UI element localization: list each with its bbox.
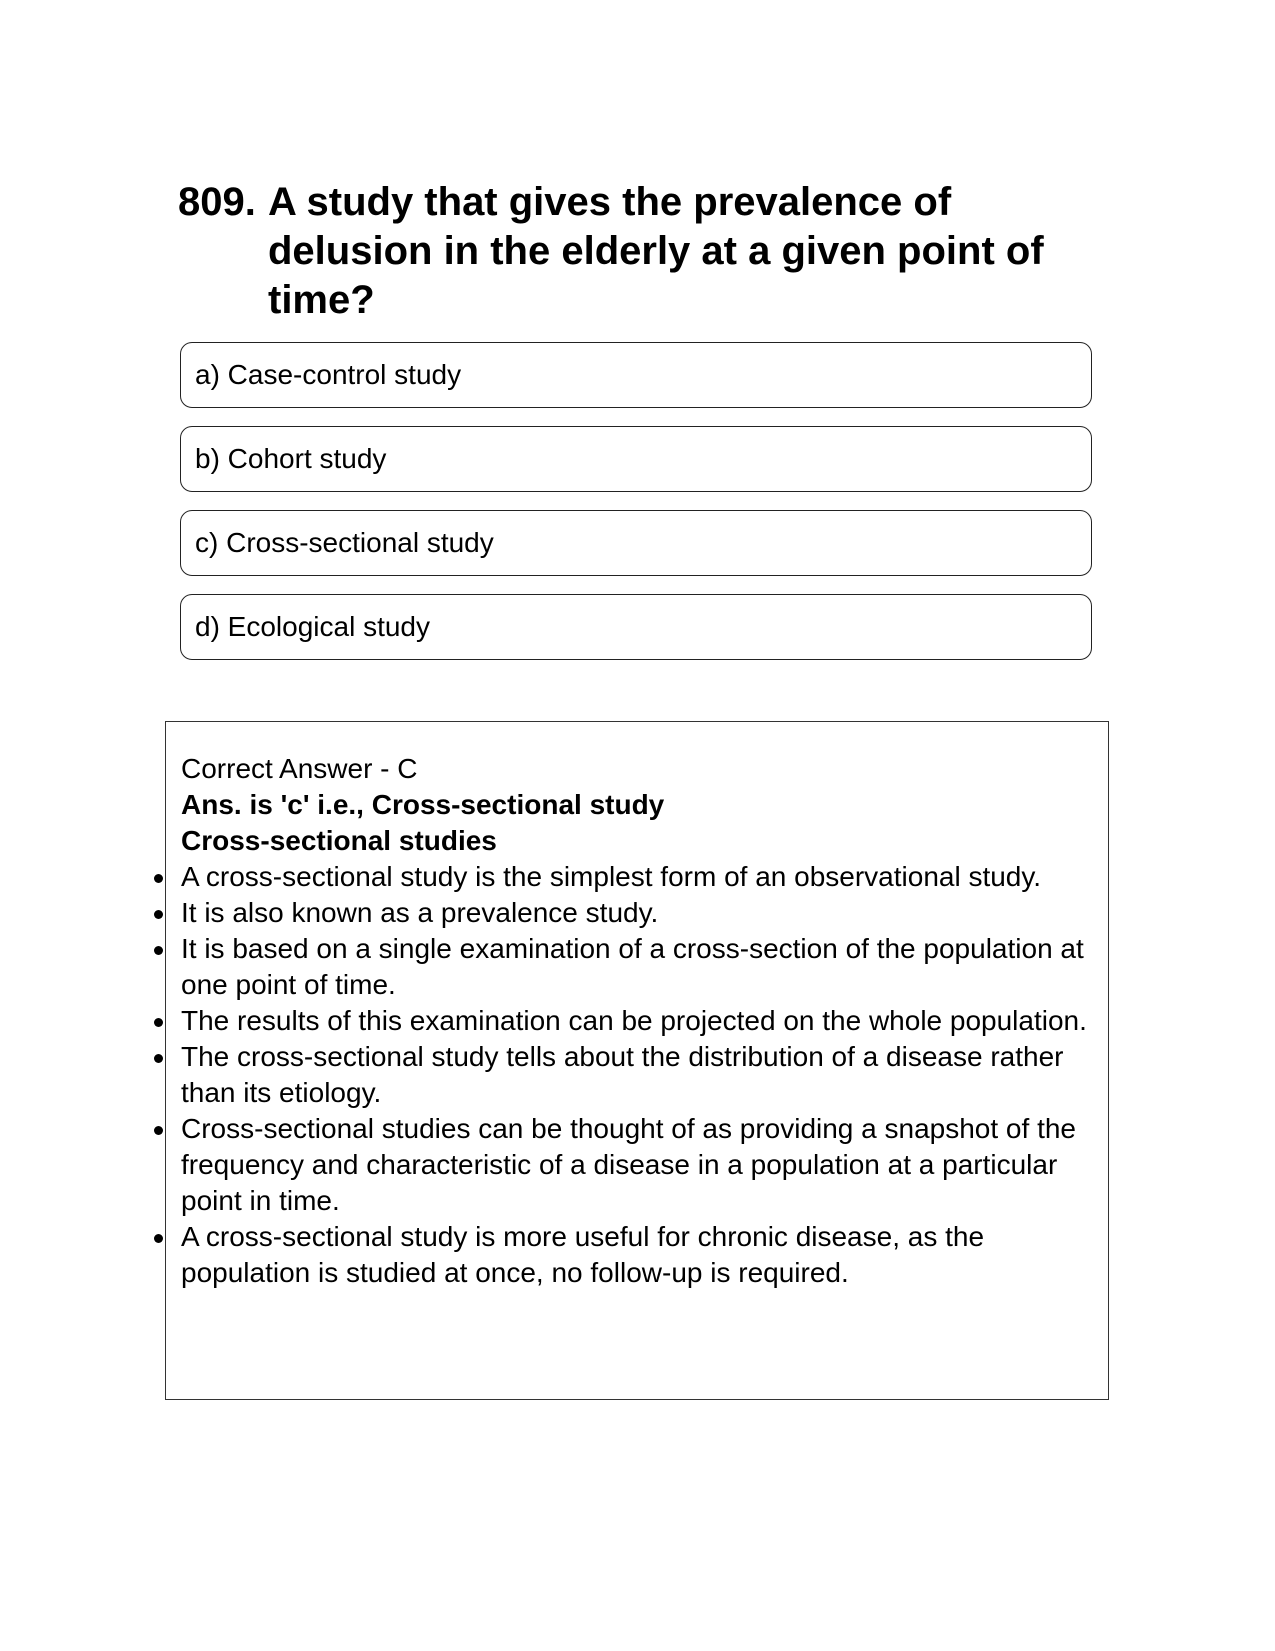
explanation-point: Cross-sectional studies can be thought of as providing a snapshot of the frequency and characteristic of a disease in a population at a particular point in time. — [181, 1111, 1101, 1219]
explanation-point: The cross-sectional study tells about the distribution of a disease rather than its etiology. — [181, 1039, 1101, 1111]
explanation-point: A cross-sectional study is more useful for chronic disease, as the population is studied at once, no follow-up is required. — [181, 1219, 1101, 1291]
explanation-heading: Cross-sectional studies — [181, 825, 497, 856]
explanation-point: It is also known as a prevalence study. — [181, 895, 1101, 931]
answer-statement: Ans. is 'c' i.e., Cross-sectional study — [181, 789, 665, 820]
option-c-label: c) Cross-sectional study — [195, 527, 494, 558]
option-b-label: b) Cohort study — [195, 443, 387, 474]
option-d-label: d) Ecological study — [195, 611, 431, 642]
option-d[interactable] — [180, 594, 1092, 660]
question-text: A study that gives the prevalence of delusion in the elderly at a given point of time? — [268, 180, 1044, 322]
question-number: 809. — [178, 180, 256, 224]
question-heading — [178, 178, 1098, 325]
option-a[interactable] — [180, 342, 1092, 408]
explanation-point: The results of this examination can be projected on the whole population. — [181, 1003, 1101, 1039]
option-a-label: a) Case-control study — [195, 359, 462, 390]
option-b[interactable] — [180, 426, 1092, 492]
explanation-points — [181, 859, 1101, 1291]
correct-answer: Correct Answer - C — [181, 753, 418, 784]
option-c[interactable] — [180, 510, 1092, 576]
explanation-point: A cross-sectional study is the simplest form of an observational study. — [181, 859, 1101, 895]
explanation-point: It is based on a single examination of a cross-section of the population at one point of time. — [181, 931, 1101, 1003]
answer-explanation — [181, 751, 1101, 1291]
